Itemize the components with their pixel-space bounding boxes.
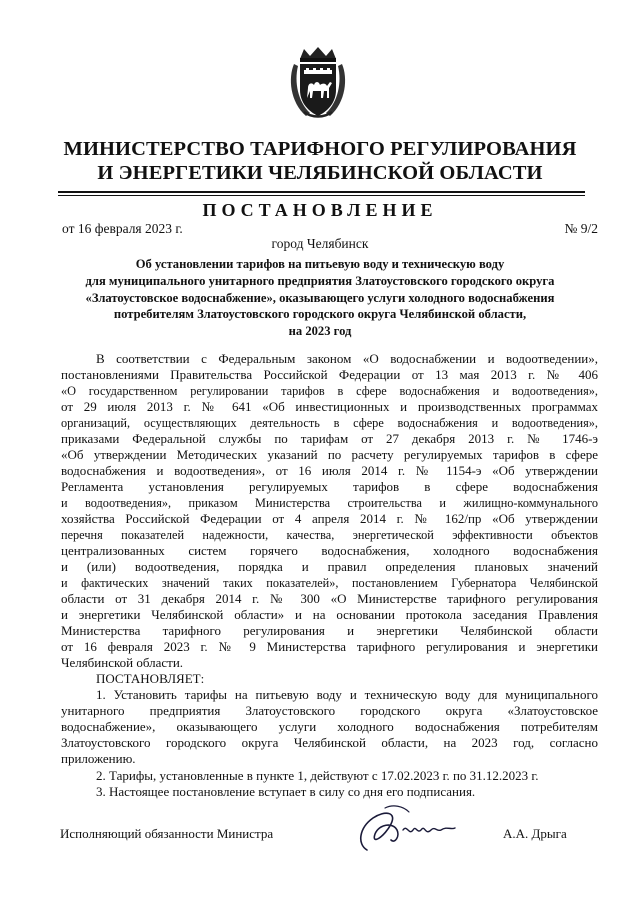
decree-number: № 9/2 <box>564 221 598 236</box>
body-line: и энергетики Челябинской области» и на основании протокола заседания Правления <box>61 607 598 622</box>
body-line: централизованных систем горячего водоснабжения, холодного водоснабжения <box>61 543 598 558</box>
subject-line: для муниципального унитарного предприятия Златоустовского городского округа <box>85 273 555 288</box>
body-line: постановлениями Правительства Российской Федерации от 13 мая 2013 г. № 406 <box>61 367 598 382</box>
item1-line: Златоустовского городского округа Челябинской области, на 2023 год, согласно <box>61 735 598 750</box>
body-line: водоснабжения и водоотведения», от 16 июля 2014 г. № 1154-э «Об утверждении <box>61 463 598 478</box>
body-line: области от 31 декабря 2014 г. № 300 «О Министерстве тарифного регулирования <box>61 591 598 606</box>
item1-line: 1. Установить тарифы на питьевую воду и техническую воду для муниципального <box>96 687 598 702</box>
body-line: перечня показателей надежности, качества, энергетической эффективности объектов <box>61 528 598 542</box>
subject-line: потребителям Златоустовского городского округа Челябинской области, <box>113 307 527 322</box>
body-line: от 29 июля 2013 г. № 641 «Об инвестиционных и производственных программах <box>61 399 598 414</box>
signatory-name: А.А. Дрыга <box>503 826 567 841</box>
item3: 3. Настоящее постановление вступает в силу со дня его подписания. <box>96 784 476 799</box>
subject-line: на 2023 год <box>288 324 352 339</box>
item1-line: приложению. <box>61 751 136 766</box>
chelyabinsk-coat-of-arms-icon <box>286 46 350 122</box>
ministry-name-line1: МИНИСТЕРСТВО ТАРИФНОГО РЕГУЛИРОВАНИЯ <box>63 138 577 160</box>
body-line: и фактических значений таких показателей», постановлением Губернатора Челябинской <box>61 576 598 590</box>
body-line: «О государственном регулировании тарифов в сфере водоснабжения и водоотведения», <box>61 384 598 398</box>
body-line: хозяйства Российской Федерации от 4 апреля 2014 г. № 162/пр «Об утверждении <box>61 511 598 526</box>
header-divider <box>58 191 585 193</box>
item2: 2. Тарифы, установленные в пункте 1, действуют с 17.02.2023 г. по 31.12.2023 г. <box>96 768 539 783</box>
body-line: Регламента установления регулируемых тарифов в сфере водоснабжения <box>61 479 598 494</box>
body-line: и водоотведения», приказом Министерства строительства и жилищно-коммунального <box>61 496 598 510</box>
decree-subject <box>50 256 590 340</box>
signatory-position: Исполняющий обязанности Министра <box>60 826 274 841</box>
body-line: В соответствии с Федеральным законом «О водоснабжении и водоотведении», <box>96 351 598 366</box>
body-line: Министерства тарифного регулирования и энергетики Челябинской области <box>61 623 598 638</box>
body-line: и (или) водоотведения, порядка и правил определения плановых значений <box>61 559 598 574</box>
handwritten-signature <box>345 800 480 856</box>
decrees-label: ПОСТАНОВЛЯЕТ: <box>96 671 205 686</box>
decree-date: от 16 февраля 2023 г. <box>62 221 183 236</box>
decree-city: город Челябинск <box>271 236 369 251</box>
header-divider-thin <box>58 195 585 196</box>
subject-line: Об установлении тарифов на питьевую воду и техническую воду <box>135 257 505 271</box>
body-line: от 16 февраля 2023 г. № 9 Министерства тарифного регулирования и энергетики <box>61 639 598 654</box>
body-line: организаций, осуществляющих деятельность в сфере водоснабжения и водоотведения», <box>61 416 598 430</box>
body-line: приказами Федеральной службы по тарифам от 27 декабря 2013 г. № 1746-э <box>61 431 598 446</box>
body-line: «Об утверждении Методических указаний по расчету регулируемых тарифов в сфере <box>61 447 598 462</box>
ministry-name-line2: И ЭНЕРГЕТИКИ ЧЕЛЯБИНСКОЙ ОБЛАСТИ <box>97 162 543 184</box>
subject-line: «Златоустовское водоснабжение», оказывающего услуги холодного водоснабжения <box>85 290 555 305</box>
item1-line: унитарного предприятия Златоустовского городского округа «Златоустовское <box>61 703 598 718</box>
body-line: Челябинской области. <box>61 655 184 670</box>
item1-line: водоснабжение», оказывающего услуги холодного водоснабжения потребителям <box>61 719 598 734</box>
decree-title: ПОСТАНОВЛЕНИЕ <box>202 200 438 220</box>
